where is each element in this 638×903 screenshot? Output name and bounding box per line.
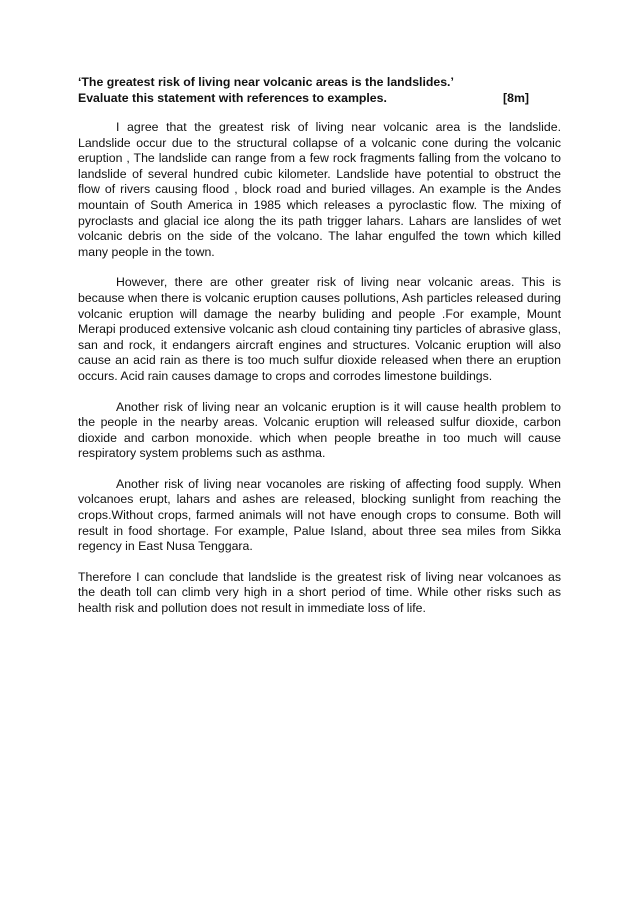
paragraph-4: Another risk of living near vocanoles are risking of affecting food supply. When volcanoes erupt, lahars and ashes are released, blocking sunlight from reaching the crops.Without crops, farmed animals will not have enough crops to consume. Both will result in food shortage. For example, Palue Island, about three sea miles from Sikka regency in East Nusa Tenggara. xyxy=(78,476,561,554)
marks-label: [8m] xyxy=(503,91,529,105)
paragraph-1: I agree that the greatest risk of living near volcanic area is the landslide. Landslide occur due to the structural collapse of a volcanic cone during the volcanic eruption , The landslide can range from a few rock fragments falling from the volcano to landslide of several hundred cubic kilometer. Landslide have potential to obstruct the flow of rivers causing flood , block road and buried villages. An example is the Andes mountain of South America in 1985 which releases a pyroclastic flow. The mixing of pyroclasts and glacial ice along the its path trigger lahars. Lahars are lanslides of wet volcanic debris on the side of the volcano. The lahar engulfed the town which killed many people in the town. xyxy=(78,120,561,259)
paragraph-2: However, there are other greater risk of living near volcanic areas. This is because when there is volcanic eruption causes pollutions, Ash particles released during volcanic eruption will damage the nearby buliding and people .For example, Mount Merapi produced extensive volcanic ash cloud containing tiny particles of abrasive glass, san and rock, it endangers aircraft engines and structures. Volcanic eruption will also cause an acid rain as there is too much sulfur dioxide released when there an eruption occurs. Acid rain causes damage to crops and corrodes limestone buildings. xyxy=(78,275,561,383)
paragraph-conclusion: Therefore I can conclude that landslide is the greatest risk of living near volcanoes as the death toll can climb very high in a short period of time. While other risks such as health risk and pollution does not result in immediate loss of life. xyxy=(78,569,561,616)
essay-title: ‘The greatest risk of living near volcanic areas is the landslides.’ xyxy=(78,75,454,89)
essay-instruction-row xyxy=(78,90,561,106)
document-body xyxy=(78,74,561,617)
essay-instruction: Evaluate this statement with references to examples. xyxy=(78,91,387,105)
paragraph-3: Another risk of living near an volcanic eruption is it will cause health problem to the people in the nearby areas. Volcanic eruption will released sulfur dioxide, carbon dioxide and carbon monoxide. which when people breathe in too much will cause respiratory system problems such as asthma. xyxy=(78,399,561,461)
